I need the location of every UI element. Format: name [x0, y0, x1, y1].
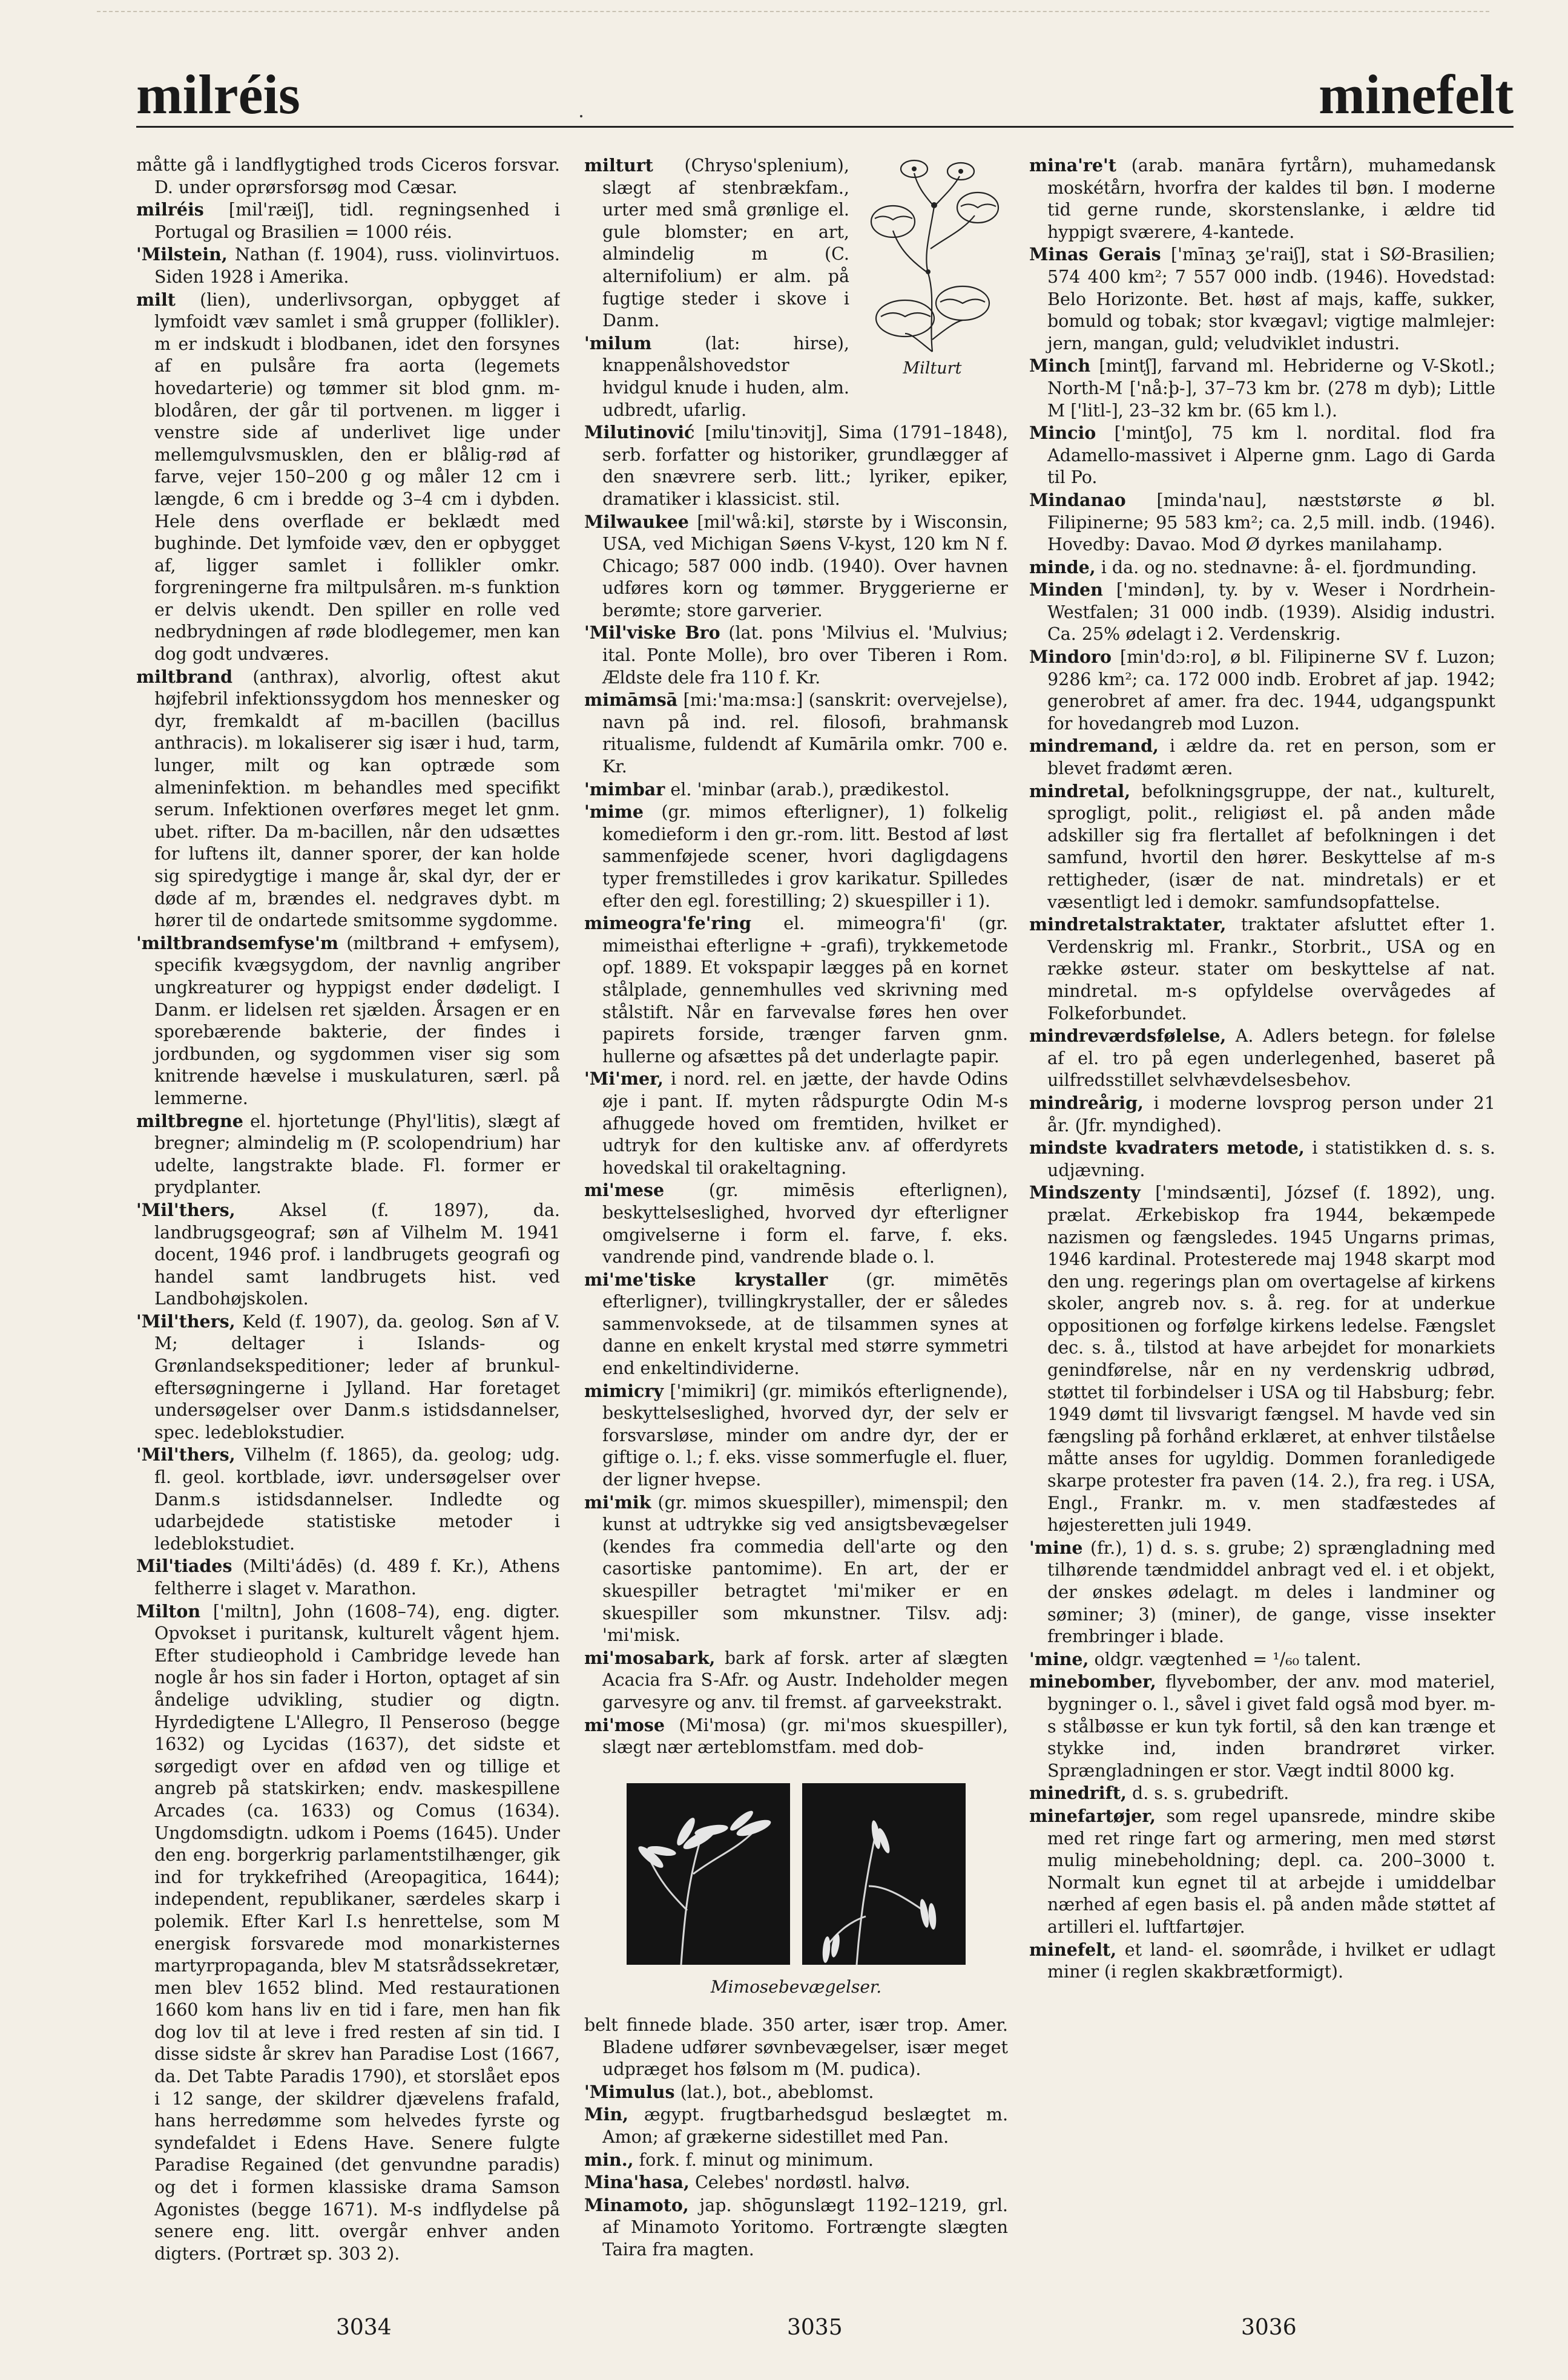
entry-headword: mi'me'tiske krystaller — [584, 1269, 828, 1290]
entry-headword: Mindszenty — [1029, 1182, 1141, 1203]
header-rule — [136, 126, 1514, 128]
entry-headword: 'Mi'mer, — [584, 1068, 664, 1090]
milturt-illustration — [857, 158, 1008, 380]
entry-text: (lat: hirse), knappenålshovedstor hvidgul knude i huden, alm. udbredt, ufarlig. — [602, 333, 849, 420]
entry-headword: Min, — [584, 2104, 629, 2125]
entry-headword: Mil'tiades — [136, 1556, 232, 1577]
entry-text: i moderne lovsprog person under 21 år. (Jfr. myndighed). — [1047, 1093, 1495, 1136]
entry-headword: 'Mil'thers, — [136, 1199, 236, 1220]
dictionary-entry — [584, 1380, 1008, 1491]
entry-headword: mindreværdsfølelse, — [1029, 1025, 1227, 1047]
dictionary-entry — [1029, 1182, 1495, 1537]
entry-headword: Mina'hasa, — [584, 2172, 690, 2193]
entry-text: ægypt. frugtbarhedsgud beslægtet m. Amon; af grækerne sidestillet med Pan. — [602, 2105, 1008, 2147]
entry-headword: Minden — [1029, 579, 1103, 600]
dictionary-entry — [584, 778, 1008, 801]
dictionary-entry — [1029, 355, 1495, 422]
entry-headword: mindretalstraktater, — [1029, 914, 1227, 935]
entry-text: el. mimeogra'fi' (gr. mimeisthai efterligne + -grafi), trykkemetode opf. 1889. Et vokspapir lægges på en kornet stålplade, gennemhulles ved skrivning med stålstift. Når en farvevalse føres hen over papirets forside, trænger farven gnm. hullerne og afsættes på det underlagte papir. — [602, 913, 1008, 1067]
entry-text: fork. f. minut og minimum. — [639, 2149, 874, 2170]
dictionary-entry — [584, 421, 1008, 510]
entry-text: ['miltn], John (1608–74), eng. digter. Opvokset i puritansk, kulturelt vågent hjem. Efter studieophold i Cambridge levede han nogle år hos sin fader i Horton, optaget af sin åndelige udvikling, studier og digtn. Hyrdedigtene L'Allegro, Il Penseroso (begge 1632) og Lycidas (1637), det sidste et sørgedigt over en afdød ven og tillige et angreb på statskirken; endv. maskespillene Arcades (ca. 1633) og Comus (1634). Ungdomsdigtn. udkom i Poems (1645). Under den eng. borgerkrig parlamentstilhænger, gik ind for trykkefrihed (Areopagitica, 1644); independent, republikaner, særdeles skarp i polemik. Efter Karl I.s henrettelse, som M energisk forsvarede mod monarkisternes martyrpropaganda, blev M statsrådssekretær, men blev 1652 blind. Med restaurationen 1660 kom hans liv en tid i fare, men han fik dog lov til at leve i fred resten af sin tid. I disse sidste år skrev han Paradise Lost (1667, da. Det Tabte Paradis 1790), et storslået epos i 12 sange, der skildrer djævelens frafald, hans herredømme som helvedes fyrste og syndefaldet i Edens Have. Senere fulgte Paradise Regained (det genvundne paradis) og det i formen klassiske drama Samson Agonistes (begge 1671). M-s indflydelse på senere eng. litt. overgår enhver anden digters. (Portræt sp. 303 2). — [154, 1601, 560, 2264]
entry-headword: mindreårig, — [1029, 1092, 1144, 1113]
entry-headword: 'Mimulus — [584, 2081, 675, 2102]
entry-text: Vilhelm (f. 1865), da. geolog; udg. fl. geol. kortblade, iøvr. undersøgelser over Danm.s istidsdannelser. Indledte og udarbejdede statistiske metoder i ledeblokstudiet. — [154, 1445, 560, 1554]
entry-text: oldgr. vægtenhed = ¹/₆₀ talent. — [1094, 1649, 1362, 1669]
entry-headword: minde, — [1029, 556, 1096, 577]
mimosa-caption: Mimosebevægelser. — [710, 1977, 882, 1997]
dictionary-entry — [136, 1199, 560, 1310]
entry-text: (gr. mimēsis efterlignen), beskyttelseslighed, hvorved dyr efterligner omgivelserne i form el. farve, f. eks. vandrende pind, vandrende blade o. l. — [602, 1180, 1008, 1267]
entry-text: i nord. rel. en jætte, der havde Odins øje i pant. If. myten rådspurgte Odin M-s afhuggede hoved om fremtiden, hvilket er udtryk for den kultiske anv. af offerdyrets hovedskal til orakeltagning. — [602, 1069, 1008, 1178]
dictionary-entry — [584, 1068, 1008, 1179]
entry-text: ['mintʃo], 75 km l. nordital. flod fra Adamello-massivet i Alperne gnm. Lago di Garda til Po. — [1047, 423, 1495, 488]
entry-headword: Milutinović — [584, 422, 695, 443]
entry-headword: mindste kvadraters metode, — [1029, 1137, 1305, 1159]
dictionary-entry — [136, 666, 560, 932]
dictionary-entry — [136, 289, 560, 666]
entry-headword: 'mine — [1029, 1537, 1083, 1558]
entry-text: (lat.), bot., abeblomst. — [680, 2082, 874, 2102]
dictionary-entry — [136, 199, 560, 243]
scan-edge — [97, 11, 1489, 12]
entry-text: A. Adlers betegn. for følelse af el. tro på egen underlegenhed, baseret på uilfredsstillet selvhævdelsesbehov. — [1047, 1026, 1495, 1091]
dictionary-entry — [136, 932, 560, 1110]
dictionary-entry — [136, 1310, 560, 1444]
entry-headword: milréis — [136, 199, 204, 220]
dictionary-entry — [1029, 1939, 1495, 1984]
dictionary-entry — [584, 2014, 1008, 2081]
entry-text: måtte gå i landflygtighed trods Ciceros forsvar. D. under oprørsforsøg mod Cæsar. — [136, 155, 560, 197]
entry-headword: 'Mil'thers, — [136, 1310, 236, 1332]
entry-headword: mi'mese — [584, 1180, 665, 1201]
entry-headword: mimeogra'fe'ring — [584, 913, 752, 934]
entry-text: befolkningsgruppe, der nat., kulturelt, sprogligt, polit., religiøst el. på anden måde adskiller sig fra flertallet af befolkningen i det samfund, hvortil den hører. Beskyttelse af m-s rettigheder, (især de nat. mindretals) er et væsentligt led i demokr. samfundsopfattelse. — [1047, 781, 1495, 912]
page-number-middle: 3035 — [787, 2315, 843, 2340]
entry-text: d. s. s. grubedrift. — [1132, 1783, 1290, 1804]
entry-text: (gr. mimos skuespiller), mimenspil; den kunst at udtrykke sig ved ansigtsbevægelser (kendes fra commedia dell'arte og den casortiske pantomime). En art, der er skuespiller betragtet 'mi'miker er en skuespiller som mkunstner. Tilsv. adj: 'mi'misk. — [602, 1492, 1008, 1646]
ink-dot — [580, 115, 582, 117]
entry-text: i statistikken d. s. s. udjævning. — [1047, 1138, 1495, 1180]
entry-headword: minedrift, — [1029, 1783, 1127, 1804]
dictionary-entry — [1029, 579, 1495, 646]
milturt-caption: Milturt — [903, 359, 962, 378]
milturt-drawing — [857, 158, 1008, 358]
column-2 — [584, 154, 1008, 2333]
entry-text: [mintʃ], farvand ml. Hebriderne og V-Skotl.; North-M ['nå:þ-], 37–73 km br. (278 m dyb); Little M ['litl-], 23–32 km br. (65 km l.). — [1047, 356, 1495, 421]
entry-text: (fr.), 1) d. s. s. grube; 2) sprængladning med tilhørende tændmiddel anbragt ved el. i et objekt, der ønskes ødelagt. m deles i landminer og søminer; 3) (miner), de gange, visse insekter frembringer i blade. — [1047, 1537, 1495, 1647]
dictionary-entry — [584, 1269, 1008, 1380]
entry-text: [milu'tinɔvitj], Sima (1791–1848), serb. forfatter og historiker, grundlægger af den snævrere serb. litt.; lyriker, epiker, dramatiker i klassicist. stil. — [602, 422, 1008, 509]
dictionary-entry — [584, 2149, 1008, 2172]
entry-headword: Milwaukee — [584, 511, 689, 532]
entry-text: ['mindən], ty. by v. Weser i Nordrhein-Westfalen; 31 000 indb. (1939). Alsidig industri. Ca. 25% ødelagt i 2. Verdenskrig. — [1047, 580, 1495, 645]
dictionary-entry — [584, 2081, 1008, 2104]
entry-headword: Milton — [136, 1600, 201, 1622]
entry-text: (lat. pons 'Milvius el. 'Mulvius; ital. Ponte Molle), bro over Tiberen i Rom. Ældste dele fra 110 f. Kr. — [602, 623, 1008, 688]
entry-headword: Mindoro — [1029, 646, 1112, 668]
dictionary-entry — [584, 1491, 1008, 1647]
entry-text: Celebes' nordøstl. halvø. — [694, 2172, 911, 2193]
entry-headword: minebomber, — [1029, 1671, 1156, 1692]
dictionary-entry — [1029, 1537, 1495, 1648]
column-3 — [1029, 154, 1495, 2333]
entry-text: (Milti'ádēs) (d. 489 f. Kr.), Athens feltherre i slaget v. Marathon. — [154, 1556, 560, 1599]
page-number-left: 3034 — [336, 2315, 392, 2340]
entry-headword: 'mine, — [1029, 1648, 1089, 1669]
column-1-entries — [136, 154, 560, 2265]
entry-headword: Minas Gerais — [1029, 244, 1161, 265]
entry-text: (gr. mimos efterligner), 1) folkelig komedieform i den gr.-rom. litt. Bestod af løst sammenføjede scener, hvori dagligdagens typer fremstilledes i grov karikatur. Spilledes efter den egl. forestilling; 2) skuespiller i 1). — [602, 802, 1008, 911]
entry-text: [mil'ræiʃ], tidl. regningsenhed i Portugal og Brasilien = 1000 réis. — [154, 200, 560, 242]
entry-headword: min., — [584, 2149, 634, 2170]
entry-headword: milturt — [584, 155, 653, 176]
entry-text: (anthrax), alvorlig, oftest akut højfebril infektionssygdom hos mennesker og dyr, fremkaldt af m-bacillen (bacillus anthracis). m lokaliserer sig især i hud, tarm, lunger, milt og kan optræde som almeninfektion. m behandles med specifikt serum. Infektionen overføres meget let gnm. ubet. rifter. Da m-bacillen, når den udsættes for luftens ilt, danner sporer, der kan holde sig spiredygtige i mange år, skal dyr, der er døde af m, brændes el. nedgraves dybt. m hører til de ondartede smitsomme sygdomme. — [154, 666, 560, 931]
page-number-right: 3036 — [1241, 2315, 1297, 2340]
dictionary-entry — [136, 1110, 560, 1199]
column-3-entries — [1029, 154, 1495, 1984]
dictionary-entry — [1029, 243, 1495, 355]
entry-text: flyvebomber, der anv. mod materiel, bygninger o. l., såvel i givet fald også mod byer. m-s stålbøsse er kun tyk fortil, så den kan trænge et stykke ind, inden brandrøret virker. Sprængladningen er stor. Vægt indtil 8000 kg. — [1047, 1672, 1495, 1781]
dictionary-entry — [584, 801, 1008, 912]
entry-headword: mindremand, — [1029, 735, 1159, 757]
entry-text: (miltbrand + emfysem), specifik kvægsygdom, der navnlig angriber ungkreaturer og hyppigst ender dødeligt. I Danm. er lidelsen ret sjælden. Årsagen er en sporebærende bakterie, der findes i jordbunden, og sygdommen viser sig som knitrende hævelse i muskulaturen, særl. på lemmerne. — [154, 933, 560, 1108]
dictionary-entry — [1029, 489, 1495, 556]
entry-text: Aksel (f. 1897), da. landbrugsgeograf; søn af Vilhelm M. 1941 docent, 1946 prof. i landbrugets geografi og handel samt landbrugets hist. ved Landbohøjskolen. — [154, 1200, 560, 1309]
mimosa-photo — [627, 1783, 966, 1965]
running-head-right: minefelt — [1319, 64, 1514, 125]
entry-text: ['mīnaʒ ʒe'raiʃ], stat i SØ-Brasilien; 574 400 km²; 7 557 000 indb. (1946). Hovedstad: Belo Horizonte. Bet. høst af majs, kaffe, sukker, bomuld og tobak; stor kvægavl; vigtige malmlejer: jern, mangan, guld; veludviklet industri. — [1047, 245, 1495, 353]
dictionary-entry — [1029, 1782, 1495, 1805]
dictionary-entry — [1029, 1805, 1495, 1939]
entry-text: i da. og no. stednavne: å- el. fjordmunding. — [1101, 557, 1477, 577]
entry-headword: mi'mosabark, — [584, 1647, 716, 1668]
dictionary-entry — [1029, 154, 1495, 243]
dictionary-entry — [1029, 1137, 1495, 1182]
entry-headword: 'Mil'thers, — [136, 1444, 236, 1465]
entry-headword: 'miltbrandsemfyse'm — [136, 932, 338, 953]
entry-text: jap. shōgunslægt 1192–1219, grl. af Minamoto Yoritomo. Fortrængte slægten Taira fra magten. — [602, 2195, 1008, 2260]
entry-headword: Minch — [1029, 355, 1091, 376]
dictionary-entry — [1029, 913, 1495, 1025]
entry-headword: mindretal, — [1029, 780, 1131, 801]
dictionary-entry — [136, 1444, 560, 1555]
dictionary-entry — [1029, 1092, 1495, 1137]
entry-headword: 'milum — [584, 332, 652, 353]
entry-headword: 'mimbar — [584, 778, 665, 800]
entry-text: (gr. mimētēs efterligner), tvillingkrystaller, der er således sammenvoksede, at de tilsammen synes at danne en enkelt krystal med større symmetri end enkeltindividerne. — [602, 1269, 1008, 1379]
entry-headword: minefartøjer, — [1029, 1805, 1156, 1826]
entry-text: (Chryso'splenium), slægt af stenbrækfam., urter med små grønlige el. gule blomster; en art, almindelig m (C. alternifolium) er alm. på fugtige steder i skove i Danm. — [602, 156, 849, 331]
dictionary-entry — [136, 154, 560, 199]
entry-text: [mil'wå:ki], største by i Wisconsin, USA, ved Michigan Søens V-kyst, 120 km N f. Chicago; 587 000 indb. (1940). Over havnen udføres korn og tømmer. Bryggerierne er berømte; store garverier. — [602, 511, 1008, 620]
dictionary-entry — [584, 1714, 1008, 1759]
dictionary-entry — [584, 2103, 1008, 2148]
dictionary-entry — [1029, 1648, 1495, 1671]
dictionary-entry — [584, 689, 1008, 778]
entry-headword: mina're't — [1029, 155, 1116, 176]
dictionary-entry — [584, 622, 1008, 689]
dictionary-entry — [584, 2194, 1008, 2261]
entry-text: [mi:'ma:msa:] (sanskrit: overvejelse), navn på ind. rel. filosofi, brahmansk ritualisme, fuldendt af Kumārila omkr. 700 e. Kr. — [602, 690, 1008, 777]
entry-headword: mi'mik — [584, 1491, 651, 1513]
dictionary-entry — [1029, 556, 1495, 579]
running-head-left: milréis — [136, 64, 300, 125]
entry-text: som regel upansrede, mindre skibe med ret ringe fart og armering, men med størst mulig minebeholdning; depl. ca. 200–3000 t. Normalt kun egnet til at arbejde i umiddelbar nærhed af egen basis el. på anden måde støttet af artilleri el. luftfartøjer. — [1047, 1806, 1495, 1937]
entry-text: (Mi'mosa) (gr. mi'mos skuespiller), slægt nær ærteblomstfam. med dob- — [602, 1715, 1008, 1758]
entry-headword: milt — [136, 289, 176, 310]
dictionary-entry — [584, 912, 1008, 1068]
entry-headword: mimicry — [584, 1380, 664, 1401]
mimosa-photo-figure — [584, 1783, 1008, 1999]
entry-text: bark af forsk. arter af slægten Acacia fra S-Afr. og Austr. Indeholder megen garvesyre og anv. til fremst. af garveekstrakt. — [602, 1648, 1008, 1712]
entry-text: Nathan (f. 1904), russ. violinvirtuos. Siden 1928 i Amerika. — [154, 245, 560, 287]
entry-text: (lien), underlivsorgan, opbygget af lymfoidt væv samlet i små grupper (follikler). m er indskudt i blodbanen, idet den forsynes af en pulsåre fra aorta (legemets hovedarterie) og tømmer sit blod gnm. m-blodåren, der går til portvenen. m ligger i venstre side af underlivet lige under mellemgulvsmusklen, den er blålig-rød af farve, vejer 150–200 g og måler 12 cm i længde, 6 cm i bredde og 3–4 cm i dybden. Hele dens overflade er beklædt med bughinde. Det lymfoide væv, den er opbygget af, ligger samlet i follikler omkr. forgreningerne fra miltpulsåren. m-s funktion er delvis ukendt. Den spiller en rolle ved nedbrydningen af røde blodlegemer, men kan dog godt undværes. — [154, 289, 560, 665]
entry-text: et land- el. søområde, i hvilket er udlagt miner (i reglen skakbrætformigt). — [1047, 1939, 1495, 1982]
dictionary-entry — [584, 1647, 1008, 1714]
entry-text: el. 'minbar (arab.), prædikestol. — [670, 779, 950, 800]
dictionary-entry — [1029, 780, 1495, 914]
column-1 — [136, 154, 560, 2333]
dictionary-entry — [136, 1555, 560, 1600]
entry-headword: 'Milstein, — [136, 244, 228, 265]
entry-text: belt finnede blade. 350 arter, især trop. Amer. Bladene udfører søvnbevægelser, især meget udpræget hos følsom m (M. pudica). — [584, 2014, 1008, 2080]
entry-text: [min'dɔ:ro], ø bl. Filipinerne SV f. Luzon; 9286 km²; ca. 172 000 indb. Erobret af jap. 1942; generobret af amer. fra dec. 1944, udgangspunkt for hovedangreb mod Luzon. — [1047, 647, 1495, 734]
entry-headword: mimāmsā — [584, 689, 678, 711]
entry-text: traktater afsluttet efter 1. Verdenskrig ml. Frankr., Storbrit., USA og en række østeur. stater om beskyttelse af nat. mindretal. m-s opfyldelse overvågedes af Folkeforbundet. — [1047, 915, 1495, 1024]
entry-headword: Mincio — [1029, 422, 1096, 444]
entry-text: Keld (f. 1907), da. geolog. Søn af V. M; deltager i Islands- og Grønlandsekspeditioner; leder af brunkul-eftersøgningerne i Jylland. Har foretaget undersøgelser over Danm.s istidsdannelser, spec. ledeblokstudier. — [154, 1311, 560, 1442]
entry-headword: miltbrand — [136, 666, 233, 687]
entry-headword: Mindanao — [1029, 489, 1126, 510]
dictionary-entry — [1029, 1025, 1495, 1092]
dictionary-entry — [1029, 646, 1495, 735]
dictionary-entry — [136, 1600, 560, 2266]
entry-headword: miltbregne — [136, 1110, 243, 1131]
dictionary-entry — [1029, 735, 1495, 780]
dictionary-entry — [1029, 422, 1495, 489]
dictionary-entry — [1029, 1671, 1495, 1782]
dictionary-entry — [584, 511, 1008, 622]
entry-text: i ældre da. ret en person, som er blevet fradømt æren. — [1047, 736, 1495, 779]
entry-text: ['mindsænti], József (f. 1892), ung. prælat. Ærkebiskop fra 1944, bekæmpede nazismen og fængsledes. 1945 Ungarns primas, 1946 kardinal. Protesterede maj 1948 skarpt mod den ung. regerings plan om overtagelse af kirkens skoler, angreb nov. s. å. reg. for at underkue oppositionen og forfølge kirkens ledelse. Fængslet dec. s. å., tilstod at have arbejdet for monarkiets genindførelse, når en ny verdenskrig udbrød, støttet til forbindelser i USA og til Habsburg; febr. 1949 dømt til livsvarigt fængsel. M havde ved sin fængsling på forhånd erklæret, at enhver tilståelse måtte anses for ugyldig. Dommen foranledigede skarpe protester fra paven (14. 2.), fra reg. i USA, Engl., Frankr. m. v. men stadfæstedes af højesteretten juli 1949. — [1047, 1183, 1495, 1536]
entry-headword: minefelt, — [1029, 1939, 1117, 1960]
column-2-entries-bottom — [584, 2014, 1008, 2261]
entry-headword: Minamoto, — [584, 2194, 689, 2215]
dictionary-entry — [584, 1179, 1008, 1268]
column-2-entries-top — [584, 154, 1008, 1759]
entry-headword: 'Mil'viske Bro — [584, 622, 720, 643]
dictionary-entry — [584, 2171, 1008, 2194]
entry-text: [minda'nau], næststørste ø bl. Filipinerne; 95 583 km²; ca. 2,5 mill. indb. (1946). Hovedby: Davao. Mod Ø dyrkes manilahamp. — [1047, 490, 1495, 555]
entry-text: (arab. manāra fyrtårn), muhamedansk moskétårn, hvorfra der kaldes til bøn. I moderne tid gerne runde, skorstenslanke, i ældre tid hyppigt sværere, 4-kantede. — [1047, 156, 1495, 242]
entry-headword: mi'mose — [584, 1714, 665, 1735]
entry-headword: 'mime — [584, 801, 644, 823]
dictionary-entry — [136, 243, 560, 288]
entry-text: ['mimikri] (gr. mimikós efterlignende), beskyttelseslighed, hvorved dyr, der selv er forsvarsløse, minder om andre dyr, der er giftige o. l.; f. eks. visse sommerfugle el. fluer, der ligner hvepse. — [602, 1381, 1008, 1490]
entry-text: el. hjortetunge (Phyl'litis), slægt af bregner; almindelig m (P. scolopendrium) har udelte, langstrakte blade. Fl. former er prydplanter. — [154, 1111, 560, 1198]
